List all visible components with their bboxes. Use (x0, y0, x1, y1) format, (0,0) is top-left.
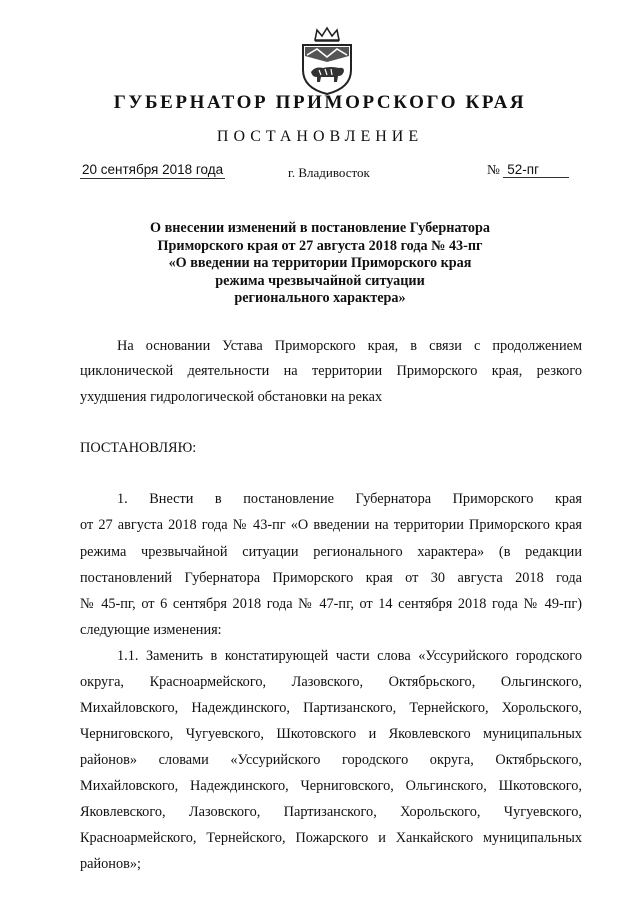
document-city: г. Владивосток (288, 165, 370, 180)
item1-line: режима чрезвычайной ситуации регионального характера» (в редакции (80, 544, 582, 560)
item1-line: 1. Внести в постановление Губернатора Приморского края (117, 491, 582, 507)
number-value: 52-пг (503, 162, 569, 178)
item1-line: № 45-пг, от 6 сентября 2018 года № 47-пг, от 14 сентября 2018 года № 49-пг) (80, 596, 582, 612)
document-number (487, 162, 569, 178)
preamble-line: ухудшения гидрологической обстановки на реках (80, 389, 383, 405)
title-line: О внесении изменений в постановление Губернатора (150, 220, 490, 236)
item1-line: от 27 августа 2018 года № 43-пг «О введении на территории Приморского края (80, 517, 582, 533)
item1-1-line: округа, Красноармейского, Лазовского, Октябрьского, Ольгинского, (80, 674, 582, 690)
item1-line: следующие изменения: (80, 622, 222, 638)
item1-1-line: Черниговского, Чугуевского, Шкотовского и Яковлевского муниципальных (80, 726, 582, 742)
item1-1-line: Красноармейского, Тернейского, Пожарского и Ханкайского муниципальных (80, 830, 582, 846)
item1-1-line: Яковлевского, Лазовского, Партизанского, Хорольского, Чугуевского, (80, 804, 582, 820)
title-line: режима чрезвычайной ситуации (215, 272, 425, 289)
document-date: 20 сентября 2018 года (82, 162, 224, 177)
item1-1-line: районов»; (80, 856, 141, 872)
title-line: «О введении на территории Приморского края (168, 255, 472, 272)
item1-1-line: районов» словами «Уссурийского городского округа, Октябрьского, (80, 752, 582, 768)
coat-of-arms-icon (297, 26, 357, 96)
document-type: ПОСТАНОВЛЕНИЕ (216, 128, 424, 145)
item1-1-line: Михайловского, Надеждинского, Партизанского, Тернейского, Хорольского, (80, 700, 582, 716)
document-title (0, 220, 640, 308)
preamble-line: На основании Устава Приморского края, в связи с продолжением (117, 338, 582, 354)
preamble-line: циклонической деятельности на территории Приморского края, резкого (80, 363, 582, 379)
resolve-heading: ПОСТАНОВЛЯЮ: (80, 440, 197, 456)
title-line: регионального характера» (234, 290, 406, 307)
number-label: № (487, 162, 500, 177)
item1-1-line: Михайловского, Надеждинского, Черниговского, Ольгинского, Шкотовского, (80, 778, 582, 794)
issuing-authority: ГУБЕРНАТОР ПРИМОРСКОГО КРАЯ (113, 92, 527, 113)
item1-line: постановлений Губернатора Приморского края от 30 августа 2018 года (80, 570, 582, 586)
title-line: Приморского края от 27 августа 2018 года № 43-пг (157, 237, 483, 254)
item1-1-line: 1.1. Заменить в констатирующей части слова «Уссурийского городского (117, 648, 582, 664)
